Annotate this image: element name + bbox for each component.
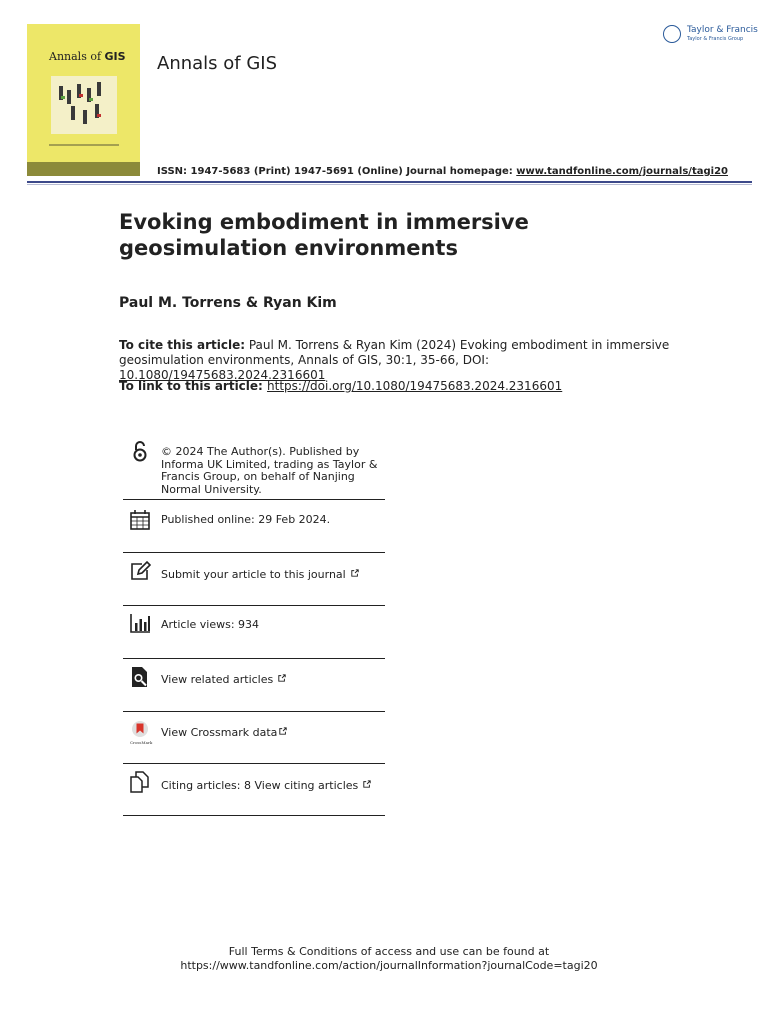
cite-label: To cite this article: [119,338,246,352]
external-link-icon [363,780,371,788]
footer-terms-link[interactable]: https://www.tandfonline.com/action/journalInformation?journalCode=tagi20 [180,959,598,972]
open-access-icon [129,441,151,463]
citing-row[interactable] [123,763,385,816]
cover-figure [51,76,117,134]
external-link-icon [279,727,287,735]
submit-row[interactable] [123,552,385,606]
cover-footer-strip [27,162,140,176]
journal-homepage-link[interactable]: www.tandfonline.com/journals/tagi20 [516,166,728,177]
article-doi-link[interactable]: https://doi.org/10.1080/19475683.2024.2316601 [267,379,563,393]
issn-line [157,166,728,177]
related-row[interactable] [123,658,385,712]
crossmark-logo-text: CrossMark [130,740,153,745]
submit-text [161,569,359,582]
article-authors: Paul M. Torrens & Ryan Kim [119,295,337,311]
cover-title: Annals of GIS [49,50,126,63]
article-title: Evoking embodiment in immersive geosimulation environments [119,210,529,260]
external-link-icon [351,569,359,577]
open-access-row [123,437,385,500]
published-row [123,499,385,553]
footer [0,945,778,973]
submit-link[interactable]: Submit your article to this journal [161,568,346,581]
cite-text: Paul M. Torrens & Ryan Kim (2024) Evoking embodiment in immersive geosimulation environments, Annals of GIS, 30:1, 35-66, DOI: [119,338,670,367]
journal-cover-image [27,24,140,176]
publisher-logo-icon [663,25,681,43]
cite-doi-link[interactable]: 10.1080/19475683.2024.2316601 [119,368,326,382]
crossmark-link[interactable]: View Crossmark data [161,726,278,739]
views-row [123,605,385,659]
open-access-text: © 2024 The Author(s). Published by Informa UK Limited, trading as Taylor & Francis Group, on behalf of Nanjing Normal University. [161,445,378,496]
citing-documents-icon [129,771,151,793]
calendar-icon [129,509,151,531]
journal-title: Annals of GIS [157,53,278,74]
related-text [161,674,286,687]
cover-text-lines [49,144,119,146]
publisher-logo[interactable] [663,24,758,46]
edit-icon [129,560,151,582]
citing-link[interactable]: Citing articles: 8 View citing articles [161,779,359,792]
crossmark-icon [129,720,151,742]
bar-chart-icon [129,612,151,634]
related-link[interactable]: View related articles [161,673,274,686]
article-link [119,379,562,393]
footer-terms-text: Full Terms & Conditions of access and use can be found at [228,945,550,958]
citation [119,338,679,383]
crossmark-row[interactable] [123,711,385,764]
search-document-icon [129,666,151,688]
crossmark-text [161,727,287,740]
published-date: Published online: 29 Feb 2024. [161,513,331,526]
article-views: Article views: 934 [161,618,260,631]
citing-text [161,780,371,793]
header-divider-thin [27,184,752,185]
publisher-logo-group: Taylor & Francis Group [687,36,744,42]
link-label: To link to this article: [119,379,268,393]
header-divider [27,181,752,183]
external-link-icon [278,674,286,682]
issn-text: ISSN: 1947-5683 (Print) 1947-5691 (Online) Journal homepage: [157,166,517,177]
publisher-logo-name: Taylor & Francis [687,25,758,35]
